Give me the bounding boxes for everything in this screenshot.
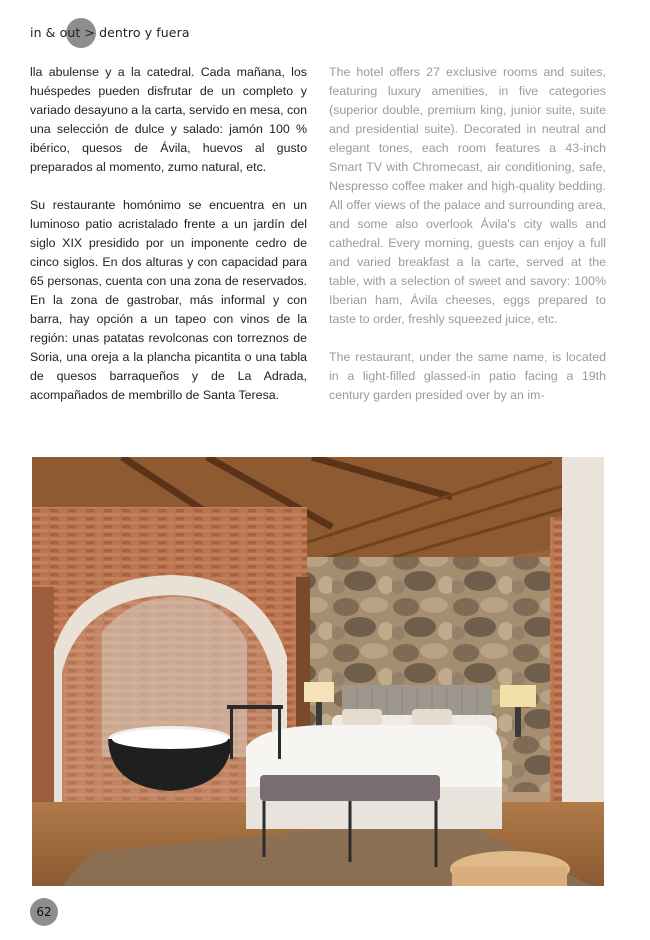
english-text-column <box>329 63 606 424</box>
english-paragraph: The restaurant, under the same name, is located in a light-filled glassed-in patio facing a 19th century garden presided over by an im- <box>329 350 606 402</box>
section-title: in & out > dentro y fuera <box>30 25 190 40</box>
spanish-text-column <box>30 63 307 424</box>
english-paragraph: The hotel offers 27 exclusive rooms and suites, featuring luxury amenities, in five categories (superior double, premium king, junior suite, suite and presidential suite). Decorated in neutral and elegant tones, each room features a 43-inch Smart TV with Chromecast, air conditioning, safe, Nespresso coffee maker and high-quality bedding. All offer views of the palace and surrounding area, and some also overlook Ávila's city walls and cathedral. Every morning, guests can enjoy a full and varied breakfast a la carte, served at the table, with a selection of sweet and savory: 100% Iberian ham, Ávila cheeses, eggs prepared to taste to order, freshly squeezed juice, etc. <box>329 65 606 326</box>
spanish-paragraph: lla abulense y a la catedral. Cada mañana, los huéspedes pueden disfrutar de un completo y variado desayuno a la carta, servido en mesa, con una selección de dulce y salado: jamón 100 % ibérico, quesos de Ávila, huevos al gusto preparados al momento, zumo natural, etc. <box>30 65 307 174</box>
spanish-paragraph: Su restaurante homónimo se encuentra en un luminoso patio acristalado frente a un jardín del siglo XIX presidido por un imponente cedro de cinco siglos. En dos alturas y con capacidad para 65 personas, cuenta con una zona de reservados. En la zona de gastrobar, más informal y con barra, hay opción a un tapeo con vinos de la región: unas patatas revolconas con torreznos de Soria, una oreja a la plancha picantita o una tabla de quesos barraqueños y de La Adrada, acompañados de membrillo de Santa Teresa. <box>30 198 307 402</box>
page-number: 62 <box>30 898 58 926</box>
hotel-room-photo <box>32 457 604 886</box>
section-header <box>30 18 330 48</box>
